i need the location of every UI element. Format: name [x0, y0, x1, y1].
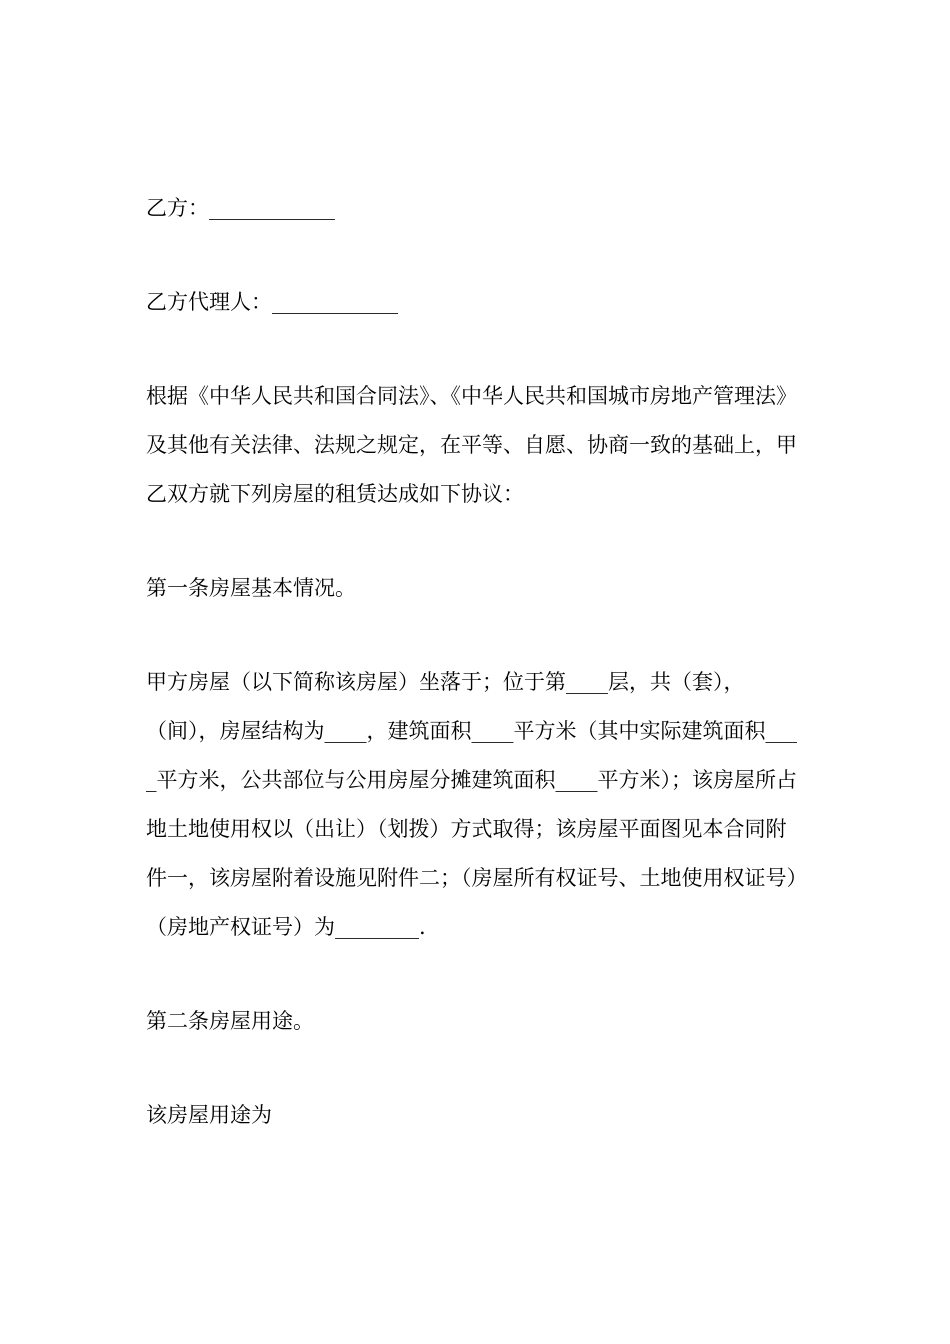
party-b-agent-line: 乙方代理人：____________ [146, 290, 398, 314]
document-body [146, 184, 806, 1140]
paragraph-gap [146, 519, 806, 564]
paragraph-gap [146, 952, 806, 997]
article-1-body: 甲方房屋（以下简称该房屋）坐落于；位于第____层，共（套），（间），房屋结构为____，建筑面积____平方米（其中实际建筑面积____平方米，公共部位与公用房屋分摊建筑面积____平方米）；该房屋所占地土地使用权以（出让）（划拨）方式取得；该房屋平面图见本合同附件一，该房屋附着设施见附件二；（房屋所有权证号、土地使用权证号）（房地产权证号）为________. [146, 670, 797, 939]
article-1-title: 第一条房屋基本情况。 [146, 576, 356, 600]
article-2-body: 该房屋用途为 [146, 1103, 272, 1127]
preamble-paragraph: 根据《中华人民共和国合同法》、《中华人民共和国城市房地产管理法》及其他有关法律、法规之规定，在平等、自愿、协商一致的基础上，甲乙双方就下列房屋的租赁达成如下协议： [146, 384, 797, 506]
paragraph-gap [146, 1046, 806, 1091]
party-b-line: 乙方：____________ [146, 196, 335, 220]
paragraph-gap [146, 613, 806, 658]
paragraph-gap [146, 327, 806, 372]
article-2-title: 第二条房屋用途。 [146, 1009, 314, 1033]
paragraph-gap [146, 233, 806, 278]
